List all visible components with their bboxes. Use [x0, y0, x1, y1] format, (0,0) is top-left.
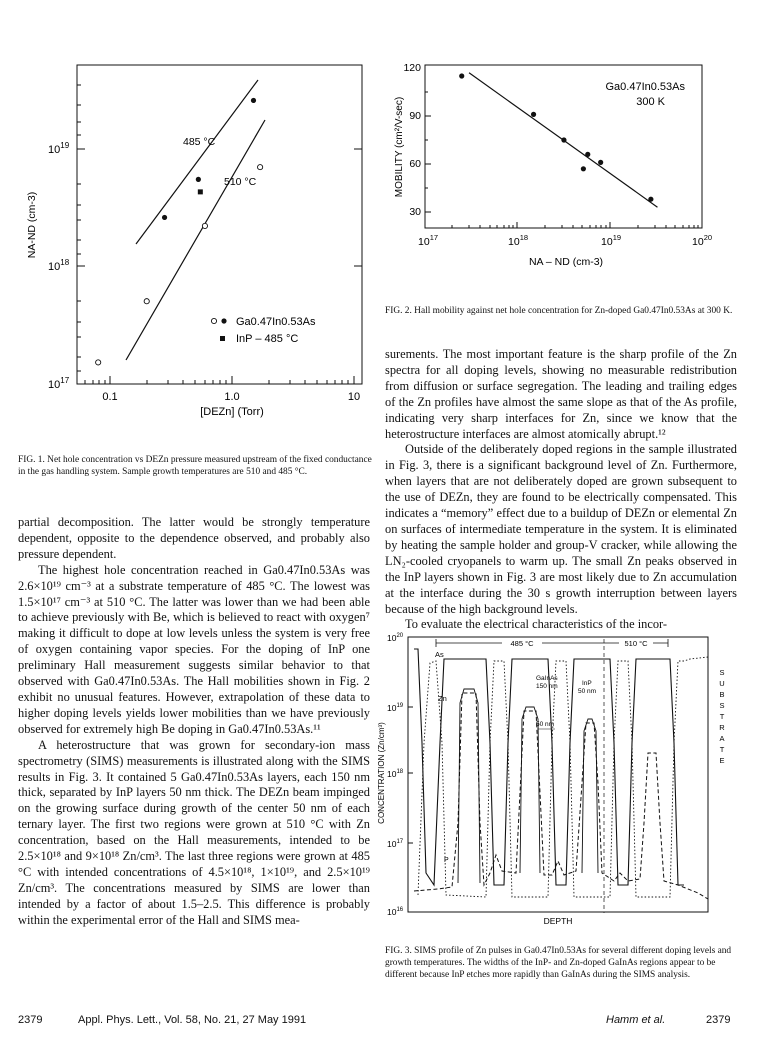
paragraph: A heterostructure that was grown for secondary-ion mass spectrometry (SIMS) measurements is illustrated along with the SIMS results in Fig. 3. It contained 5 Ga0.47In0.53As layers, each 150 nm thick, separated by InP layers 50 nm thick. The DEZn beam impinged on the growing surface during growth of the center 50 nm of each ternary layer. The first two regions were grown at 510 °C with Zn concentration, based on the Hall measurements, intended to be 2.5×10¹⁸ and 9×10¹⁸ Zn/cm³. The last three regions were grown at 485 °C with intended concentrations of 4.5×10¹⁸, 1×10¹⁹, and 2.5×10¹⁹ Zn/cm³. The concentrations measured by SIMS are lower than intended by a factor of about 1.5–2.5. This difference is probably within the experimental error of the Hall and SIMS mea- — [18, 737, 370, 927]
footer-journal: Appl. Phys. Lett., Vol. 58, No. 21, 27 May 1991 — [78, 1014, 307, 1026]
fig2-data-point — [531, 112, 536, 117]
fig1-data-point — [196, 177, 201, 182]
fig3-xlabel: DEPTH — [543, 916, 573, 926]
fig1-ytick-17: $10^{17}$ — [48, 376, 70, 391]
fig1-caption: FIG. 1. Net hole concentration vs DEZn pressure measured upstream of the fixed conductance in the gas handling system. Sample growth temperatures are 510 and 485 °C. — [18, 455, 372, 477]
fig3-ylabel: CONCENTRATION (Zn/cm³) — [377, 722, 386, 824]
fig3-ytick-16: $10^{16}$ — [387, 907, 404, 917]
fig3-p-profile — [418, 657, 708, 897]
fig1-xtick-0: 0.1 — [102, 391, 118, 403]
fig1-xtick-2: 10 — [347, 391, 361, 403]
fig3-label-as: As — [435, 650, 444, 659]
paragraph: partial decomposition. The latter would be strongly temperature dependent, opposite to the dependence observed, and probably also pressure dependent. — [18, 515, 370, 561]
fig3-label-inp-w: 50 nm — [578, 688, 597, 695]
fig1-data-point — [258, 165, 263, 170]
fig2-data-point — [585, 152, 590, 157]
fig2-data-point — [459, 73, 464, 78]
fig1-data-point — [162, 215, 167, 220]
fig1-xtick-1: 1.0 — [224, 391, 240, 403]
fig2-caption: FIG. 2. Hall mobility against net hole concentration for Zn-doped Ga0.47In0.53As at 300 K. — [385, 306, 733, 316]
fig3-ytick-18: $10^{18}$ — [387, 769, 404, 779]
figure-1 — [18, 60, 370, 430]
fig2-xtick-17: $10^{17}$ — [418, 233, 439, 248]
fig3-ytick-19: $10^{19}$ — [387, 703, 404, 713]
fig2-data-point — [598, 160, 603, 165]
fig2-data-point — [561, 137, 566, 142]
footer-page-right: 2379 — [706, 1014, 731, 1026]
fig3-label-gainas: GaInAs — [536, 675, 558, 682]
footer-authors: Hamm et al. — [606, 1014, 666, 1026]
fig1-fit-485 — [136, 80, 258, 244]
paragraph: The highest hole concentration reached in Ga0.47In0.53As was 2.6×10¹⁹ cm⁻³ at a substrate temperature of 485 °C. The lowest was 1.5×10¹⁷ cm⁻³ at 510 °C. The latter was lower than we had been able to achieve previously with Be, which is believed to react with oxygen⁷ making it difficult to dope at low levels unless the system is very free of oxygen containing vapor species. For the doping of InP one preliminary Hall measurement suggests similar behavior to that observed with Ga0.47In0.53As. The Hall mobilities shown in Fig. 2 exhibit no unusual features. However, extrapolation of these data to higher doping levels yields lower mobilities than we have previously observed for extremely high Be doping in Ga0.47In0.53As.¹¹ — [18, 562, 370, 736]
fig1-ytick-18: $10^{18}$ — [48, 258, 70, 273]
footer-page-left: 2379 — [18, 1014, 43, 1026]
fig3-label-510: 510 °C — [624, 639, 648, 648]
paragraph: To evaluate the electrical characteristics of the incor- — [405, 617, 668, 632]
fig1-legend-ga: Ga0.47In0.53As — [236, 316, 316, 328]
fig2-xtick-20: $10^{20}$ — [692, 233, 713, 248]
right-column — [385, 347, 737, 633]
fig1-label-510: 510 °C — [224, 176, 257, 188]
paragraph: surements. The most important feature is the sharp profile of the Zn spectra for all doping levels, showing no measurable redistribution from diffusion or surface segregation. The leading and trailing edges of the Zn profiles have almost the same slope as that of the As profile, indicating very sharp interfaces for Zn, since we know that the heterostructure interfaces are almost atomically abrupt.¹² — [385, 347, 737, 441]
fig1-legend-filled-marker — [221, 318, 226, 323]
fig1-legend-inp: InP – 485 °C — [236, 333, 299, 345]
fig1-data-point — [202, 223, 207, 228]
fig1-data-point — [144, 299, 149, 304]
fig3-label-zn: Zn — [438, 694, 447, 703]
fig3-ytick-17: $10^{17}$ — [387, 839, 404, 849]
fig2-ytick-90: 90 — [409, 110, 421, 122]
figure-3 — [378, 623, 748, 928]
fig2-legend-temp: 300 K — [636, 96, 665, 108]
fig1-data-point — [198, 189, 203, 194]
fig3-caption: FIG. 3. SIMS profile of Zn pulses in Ga0.47In0.53As for several different doping levels and growth temperatures. The widths of the InP- and Zn-doped GaInAs regions appear to be different because InP etches more rapidly than GaInAs during the SIMS analysis. — [385, 946, 732, 980]
fig2-xlabel: NA – ND (cm-3) — [528, 256, 604, 268]
paragraph: Outside of the deliberately doped regions in the sample illustrated in Fig. 3, there is a significant background level of Zn. Furthermore, when layers that are not deliberately doped are grown subsequent to the use of DEZn, they are found to be electrically compensated. This indicates a “memory” effect due to a buildup of DEZn or elemental Zn on surfaces of intermediate temperature in the system. It is eliminated by heating the sample holder and group-V cracker, while allowing the LN₂-cooled cryopanels to warm up. The small Zn peaks observed in the InP layers shown in Fig. 3 are most likely due to Zn accumulation at the interface during the 30 s growth interruption between layers because of the high background levels. — [385, 442, 737, 616]
fig2-xtick-19: $10^{19}$ — [601, 233, 622, 248]
fig2-legend: Ga0.47In0.53As — [605, 81, 685, 93]
fig3-ytick-20: $10^{20}$ — [387, 633, 404, 643]
fig1-plot-frame — [77, 65, 362, 384]
fig3-label-gainas-w: 150 nm — [536, 683, 558, 690]
fig1-legend-open-marker — [211, 318, 216, 323]
fig2-ytick-60: 60 — [409, 158, 421, 170]
fig1-ytick-19: $10^{19}$ — [48, 141, 70, 156]
fig2-xtick-18: $10^{18}$ — [508, 233, 529, 248]
fig1-data-point — [251, 98, 256, 103]
fig1-data-point — [96, 360, 101, 365]
fig3-label-inp: InP — [582, 680, 592, 687]
fig3-label-p: P — [444, 857, 449, 864]
fig1-label-485: 485 °C — [183, 136, 216, 148]
figure-2 — [390, 55, 720, 290]
fig2-data-point — [648, 197, 653, 202]
fig1-xlabel: [DEZn] (Torr) — [200, 406, 264, 418]
left-column — [18, 515, 370, 929]
fig3-label-485: 485 °C — [510, 639, 534, 648]
fig2-data-point — [581, 166, 586, 171]
fig2-ylabel: MOBILITY (cm²/V-sec) — [394, 96, 405, 198]
fig3-label-50nm: 50 nm — [536, 721, 555, 728]
fig1-ylabel: NA-ND (cm-3) — [26, 191, 38, 259]
fig3-substrate-label: S U B S T R A T E — [719, 668, 725, 765]
fig1-legend-square-marker — [220, 336, 225, 341]
fig2-ytick-120: 120 — [403, 62, 421, 74]
fig2-ytick-30: 30 — [409, 206, 421, 218]
